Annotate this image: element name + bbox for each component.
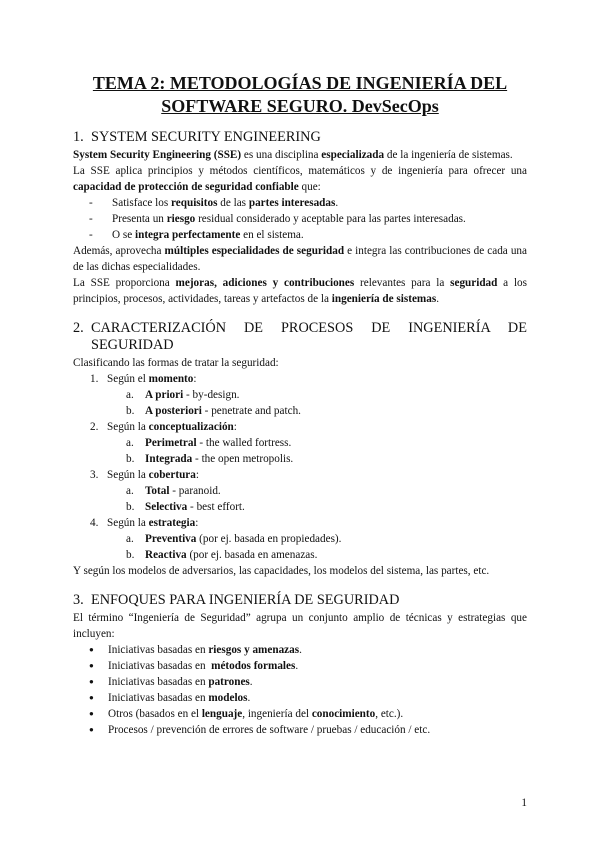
section-2-heading — [73, 320, 527, 354]
text: (por ej. basada en amenazas. — [186, 549, 318, 561]
list-item — [126, 547, 527, 563]
list-marker: a. — [126, 389, 134, 401]
bold-text: capacidad de protección de seguridad confiable — [73, 181, 299, 193]
list-marker: a. — [126, 485, 134, 497]
bold-text: System Security Engineering (SSE) — [73, 149, 242, 161]
bold-text: Reactiva — [145, 549, 187, 561]
text: Según la — [107, 421, 149, 433]
paragraph: Y según los modelos de adversarios, las capacidades, los modelos del sistema, las partes, etc. — [73, 565, 490, 577]
list-marker: 2. — [90, 421, 99, 433]
dash-list — [73, 195, 527, 243]
bold-text: patrones — [208, 676, 250, 688]
paragraph — [73, 147, 527, 163]
text: La SSE aplica principios y métodos científicos, matemáticos y de ingeniería para ofrecer una — [73, 165, 527, 177]
text: Iniciativas basadas en — [108, 644, 209, 656]
bold-text: métodos formales — [211, 660, 296, 672]
text: : — [195, 469, 199, 481]
text: Otros (basados en el — [108, 708, 202, 720]
page-number: 1 — [521, 797, 527, 809]
section-title: ENFOQUES PARA INGENIERÍA DE SEGURIDAD — [91, 592, 400, 608]
text: : — [193, 373, 197, 385]
bold-text: Perimetral — [145, 437, 197, 449]
lettered-list — [107, 387, 527, 419]
list-item — [90, 419, 527, 467]
list-item — [89, 674, 527, 690]
text: La SSE proporciona — [73, 277, 176, 289]
text: - penetrate and patch. — [201, 405, 301, 417]
lettered-list — [107, 483, 527, 515]
list-item — [126, 403, 527, 419]
bold-text: mejoras, adiciones y contribuciones — [175, 277, 355, 289]
text: , ingeniería del — [242, 708, 312, 720]
section-number: 2. — [73, 320, 84, 336]
list-item — [89, 211, 527, 227]
text: relevantes para la — [354, 277, 451, 289]
text: . — [295, 660, 299, 672]
bold-text: cobertura — [148, 469, 196, 481]
spacer — [73, 307, 527, 320]
section-1 — [73, 129, 527, 307]
bold-text: seguridad — [450, 277, 498, 289]
text: - the open metropolis. — [192, 453, 294, 465]
list-item — [89, 195, 527, 211]
paragraph: Clasificando las formas de tratar la seguridad: — [73, 357, 279, 369]
list-marker: b. — [126, 453, 135, 465]
list-item — [126, 499, 527, 515]
bold-text: conocimiento — [311, 708, 376, 720]
bold-text: riesgo — [166, 213, 196, 225]
text: - by-design. — [183, 389, 240, 401]
section-1-heading — [73, 129, 527, 146]
text: - paranoid. — [169, 485, 221, 497]
list-marker: a. — [126, 533, 134, 545]
section-2 — [73, 320, 527, 579]
paragraph — [73, 163, 527, 195]
lettered-list — [107, 435, 527, 467]
bold-text: múltiples especialidades de seguridad — [164, 245, 345, 257]
bold-text: A priori — [145, 389, 184, 401]
list-item — [89, 690, 527, 706]
bold-text: Preventiva — [145, 533, 197, 545]
text: (por ej. basada en propiedades). — [196, 533, 342, 545]
list-item — [89, 706, 527, 722]
list-marker: b. — [126, 405, 135, 417]
list-item — [126, 435, 527, 451]
list-marker: b. — [126, 501, 135, 513]
text: Iniciativas basadas en — [108, 676, 209, 688]
bold-text: lenguaje — [201, 708, 243, 720]
bold-text: Integrada — [145, 453, 193, 465]
list-item — [89, 642, 527, 658]
list-item — [89, 227, 527, 243]
bold-text: A posteriori — [145, 405, 202, 417]
text: . — [436, 293, 439, 305]
text: e integra las contribuciones de cada una de las dichas especialidades. — [73, 245, 527, 273]
list-item — [89, 722, 527, 738]
text: . — [299, 644, 302, 656]
text: Según la — [107, 469, 149, 481]
text: a los principios, procesos, actividades, tareas y artefactos de la — [73, 277, 528, 305]
list-item — [126, 531, 527, 547]
bold-text: requisitos — [171, 197, 218, 209]
title-line-2: SOFTWARE SEGURO. DevSecOps — [161, 96, 439, 116]
text: - best effort. — [187, 501, 245, 513]
list-item — [126, 387, 527, 403]
bold-text: ingeniería de sistemas — [331, 293, 437, 305]
bold-text: especializada — [321, 149, 385, 161]
list-marker: a. — [126, 437, 134, 449]
list-item — [90, 371, 527, 419]
text: Además, aprovecha — [73, 245, 165, 257]
list-item — [126, 451, 527, 467]
list-item — [90, 467, 527, 515]
section-3-heading — [73, 592, 527, 609]
text: , etc.). — [375, 708, 404, 720]
bold-text: momento — [148, 373, 194, 385]
text: Iniciativas basadas en — [108, 660, 212, 672]
text: - the walled fortress. — [196, 437, 292, 449]
paragraph: El término “Ingeniería de Seguridad” agrupa un conjunto amplio de técnicas y estrategias que incluyen: — [73, 612, 527, 640]
text: . — [249, 676, 253, 688]
text: Satisface los — [112, 197, 172, 209]
list-item — [89, 658, 527, 674]
text: en el sistema. — [240, 229, 304, 241]
text: de las — [217, 197, 249, 209]
text: residual considerado y aceptable para las partes interesadas. — [195, 213, 466, 225]
text: Presenta un — [112, 213, 167, 225]
text: es una disciplina — [241, 149, 322, 161]
bullet-list — [73, 642, 527, 738]
list-item — [90, 515, 527, 563]
bold-text: riesgos y amenazas — [208, 644, 300, 656]
list-marker: 3. — [90, 469, 99, 481]
document-title — [73, 72, 527, 118]
list-item — [126, 483, 527, 499]
paragraph — [73, 243, 527, 275]
bold-text: integra perfectamente — [135, 229, 241, 241]
bold-text: modelos — [208, 692, 248, 704]
section-3 — [73, 592, 527, 738]
bold-text: estrategia — [148, 517, 196, 529]
section-number: 1. — [73, 129, 84, 145]
text: que: — [298, 181, 321, 193]
text: . — [335, 197, 339, 209]
list-marker: b. — [126, 549, 135, 561]
bold-text: Total — [145, 485, 170, 497]
list-marker: 4. — [90, 517, 99, 529]
spacer — [73, 579, 527, 592]
text: Iniciativas basadas en — [108, 692, 209, 704]
section-title: CARACTERIZACIÓN DE PROCESOS DE INGENIERÍA DE SEGURIDAD — [91, 320, 527, 353]
text: : — [233, 421, 237, 433]
title-line-1: TEMA 2: METODOLOGÍAS DE INGENIERÍA DEL — [92, 73, 508, 93]
text: O se — [112, 229, 135, 241]
section-number: 3. — [73, 592, 84, 608]
text: Procesos / prevención de errores de software / pruebas / educación / etc. — [108, 724, 431, 736]
text: . — [247, 692, 251, 704]
text: : — [195, 517, 199, 529]
text: Según el — [107, 373, 149, 385]
bold-text: partes interesadas — [248, 197, 336, 209]
text: de la ingeniería de sistemas. — [384, 149, 513, 161]
lettered-list — [107, 531, 527, 563]
bold-text: Selectiva — [145, 501, 188, 513]
numbered-list — [73, 371, 527, 563]
paragraph — [73, 275, 527, 307]
list-marker: 1. — [90, 373, 99, 385]
section-title: SYSTEM SECURITY ENGINEERING — [91, 129, 321, 145]
bold-text: conceptualización — [148, 421, 234, 433]
text: Según la — [107, 517, 149, 529]
